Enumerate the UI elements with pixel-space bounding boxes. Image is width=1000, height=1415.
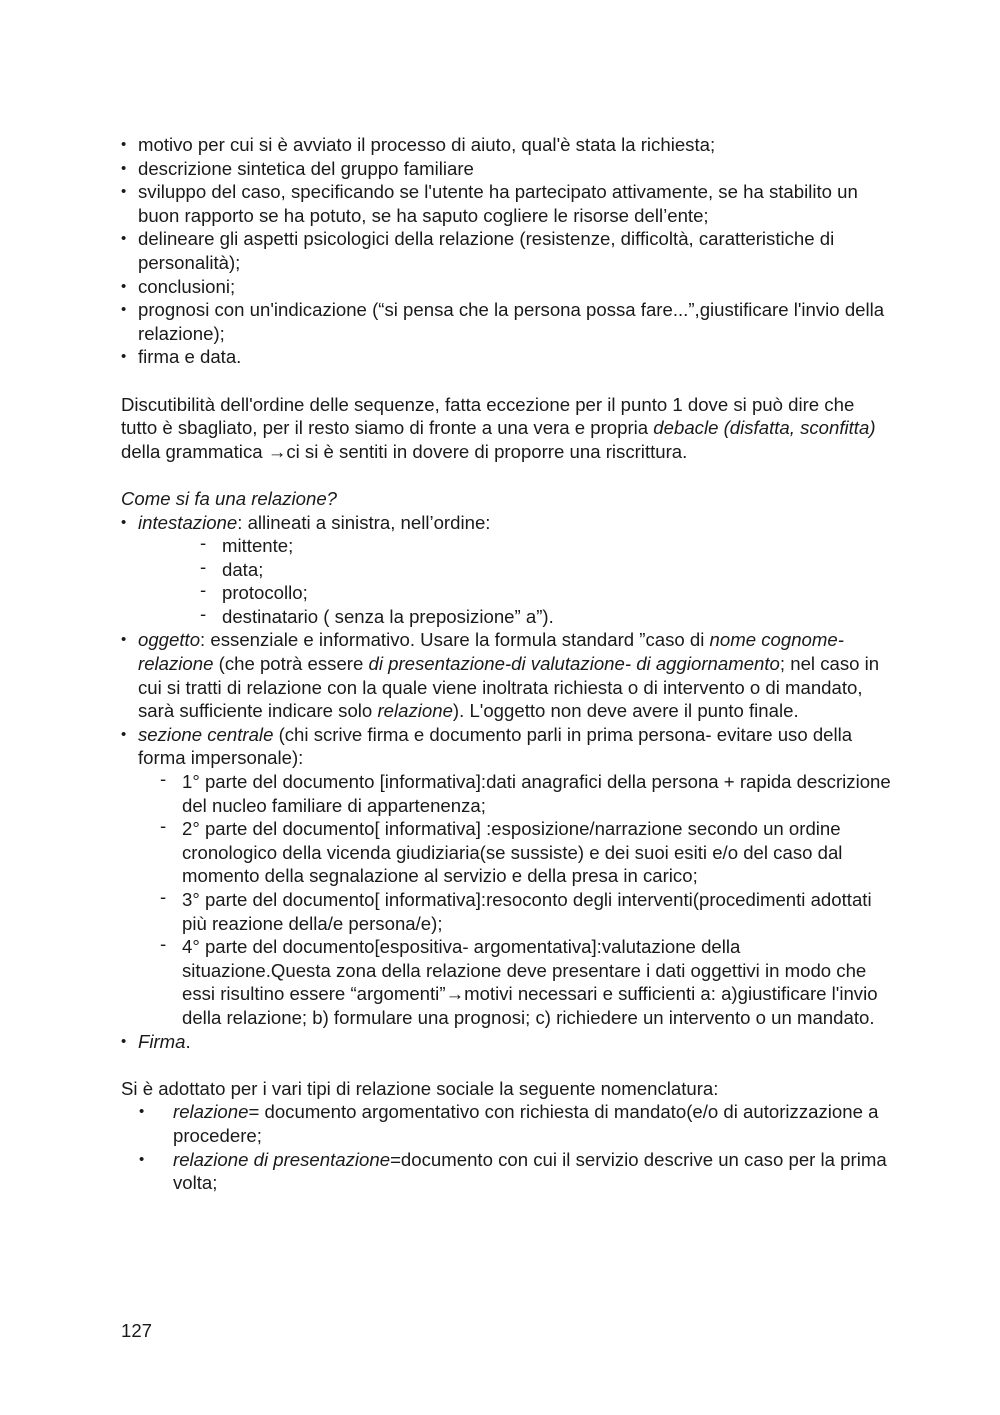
nomenclature-intro: Si è adottato per i vari tipi di relazione sociale la seguente nomenclatura: xyxy=(121,1077,719,1099)
sublist-item: - destinatario ( senza la preposizione” a”). xyxy=(200,605,891,629)
list-item-firma: • Firma. xyxy=(121,1030,891,1054)
document-page xyxy=(121,133,891,1195)
section-heading: Come si fa una relazione? xyxy=(121,487,338,509)
list-item-oggetto: • oggetto: essenziale e informativo. Usare la formula standard ”caso di nome cognome- relazione (che potrà essere di presentazione-di valutazione- di aggiornamento; nel caso in cui si tratti di relazione con la quale viene inoltrata richiesta o di intervento o di mandato, sarà sufficiente indicare solo relazione). L'oggetto non deve avere il punto finale. xyxy=(121,628,891,722)
sublist-item: - 2° parte del documento[ informativa] :esposizione/narrazione secondo un ordine cronologico della vicenda giudiziaria(se sussiste) e dei suoi esiti e/o del caso dal momento della segnalazione al servizio e della presa in carico; xyxy=(160,817,891,888)
sublist-item: - data; xyxy=(200,558,891,582)
list-item: • relazione= documento argomentativo con richiesta di mandato(e/o di autorizzazione a procedere; xyxy=(121,1100,891,1147)
page-number: 127 xyxy=(121,1320,153,1341)
list-item: • descrizione sintetica del gruppo familiare xyxy=(121,157,891,181)
list-item-sezione-centrale: • sezione centrale (chi scrive firma e documento parli in prima persona- evitare uso della forma impersonale): - 1° parte del documento [informativa]:dati anagrafici della persona + rapida descrizione del nucleo familiare di appartenenza; - 2° parte del documento[ informativa] :esposizione/narrazione secondo un ordine cronologico della vicenda giudiziaria(se sussiste) e dei suoi esiti e/o del caso dal momento della segnalazione al servizio e della presa in carico; - 3° parte del documento[ informativa]:resoconto degli interventi(procedimenti adottati più reazione della/e persona/e); - 4° parte del documento[espositiva- argomentativa]:valutazione della situazione.Questa zona della relazione deve presentare i dati oggettivi in modo che essi risultino essere “argomenti”→motivi necessari e sufficienti a: a)giustificare l'invio della relazione; b) formulare una prognosi; c) richiedere un intervento o un mandato. xyxy=(121,723,891,1030)
sublist-item: - mittente; xyxy=(200,534,891,558)
list-item: • delineare gli aspetti psicologici della relazione (resistenze, difficoltà, caratteristiche di personalità); xyxy=(121,227,891,274)
criteria-list xyxy=(121,133,891,369)
howto-list xyxy=(121,511,891,1054)
list-item: • relazione di presentazione=documento con cui il servizio descrive un caso per la prima volta; xyxy=(121,1148,891,1195)
list-item: • motivo per cui si è avviato il processo di aiuto, qual'è stata la richiesta; xyxy=(121,133,891,157)
list-item-intestazione: • intestazione: allineati a sinistra, nell’ordine: - mittente; - data; - protocollo; - destinatario ( senza la preposizione” a”). xyxy=(121,511,891,629)
list-item: • conclusioni; xyxy=(121,275,891,299)
list-item: • firma e data. xyxy=(121,345,891,369)
nomenclature-list xyxy=(121,1100,891,1194)
paragraph-discutibilita: Discutibilità dell'ordine delle sequenze, fatta eccezione per il punto 1 dove si può dire che tutto è sbagliato, per il resto siamo di fronte a una vera e propria debacle (disfatta, sconfitta) della grammatica →ci si è sentiti in dovere di proporre una riscrittura. xyxy=(121,393,876,462)
sublist-item: - 1° parte del documento [informativa]:dati anagrafici della persona + rapida descrizione del nucleo familiare di appartenenza; xyxy=(160,770,891,817)
list-item: • prognosi con un'indicazione (“si pensa che la persona possa fare...”,giustificare l'invio della relazione); xyxy=(121,298,891,345)
intestazione-sublist xyxy=(200,534,891,628)
list-item: • sviluppo del caso, specificando se l'utente ha partecipato attivamente, se ha stabilito un buon rapporto se ha potuto, se ha saputo cogliere le risorse dell’ente; xyxy=(121,180,891,227)
sublist-item: - 3° parte del documento[ informativa]:resoconto degli interventi(procedimenti adottati più reazione della/e persona/e); xyxy=(160,888,891,935)
sezione-sublist xyxy=(160,770,891,1030)
sublist-item: - 4° parte del documento[espositiva- argomentativa]:valutazione della situazione.Questa zona della relazione deve presentare i dati oggettivi in modo che essi risultino essere “argomenti”→motivi necessari e sufficienti a: a)giustificare l'invio della relazione; b) formulare una prognosi; c) richiedere un intervento o un mandato. xyxy=(160,935,891,1029)
sublist-item: - protocollo; xyxy=(200,581,891,605)
